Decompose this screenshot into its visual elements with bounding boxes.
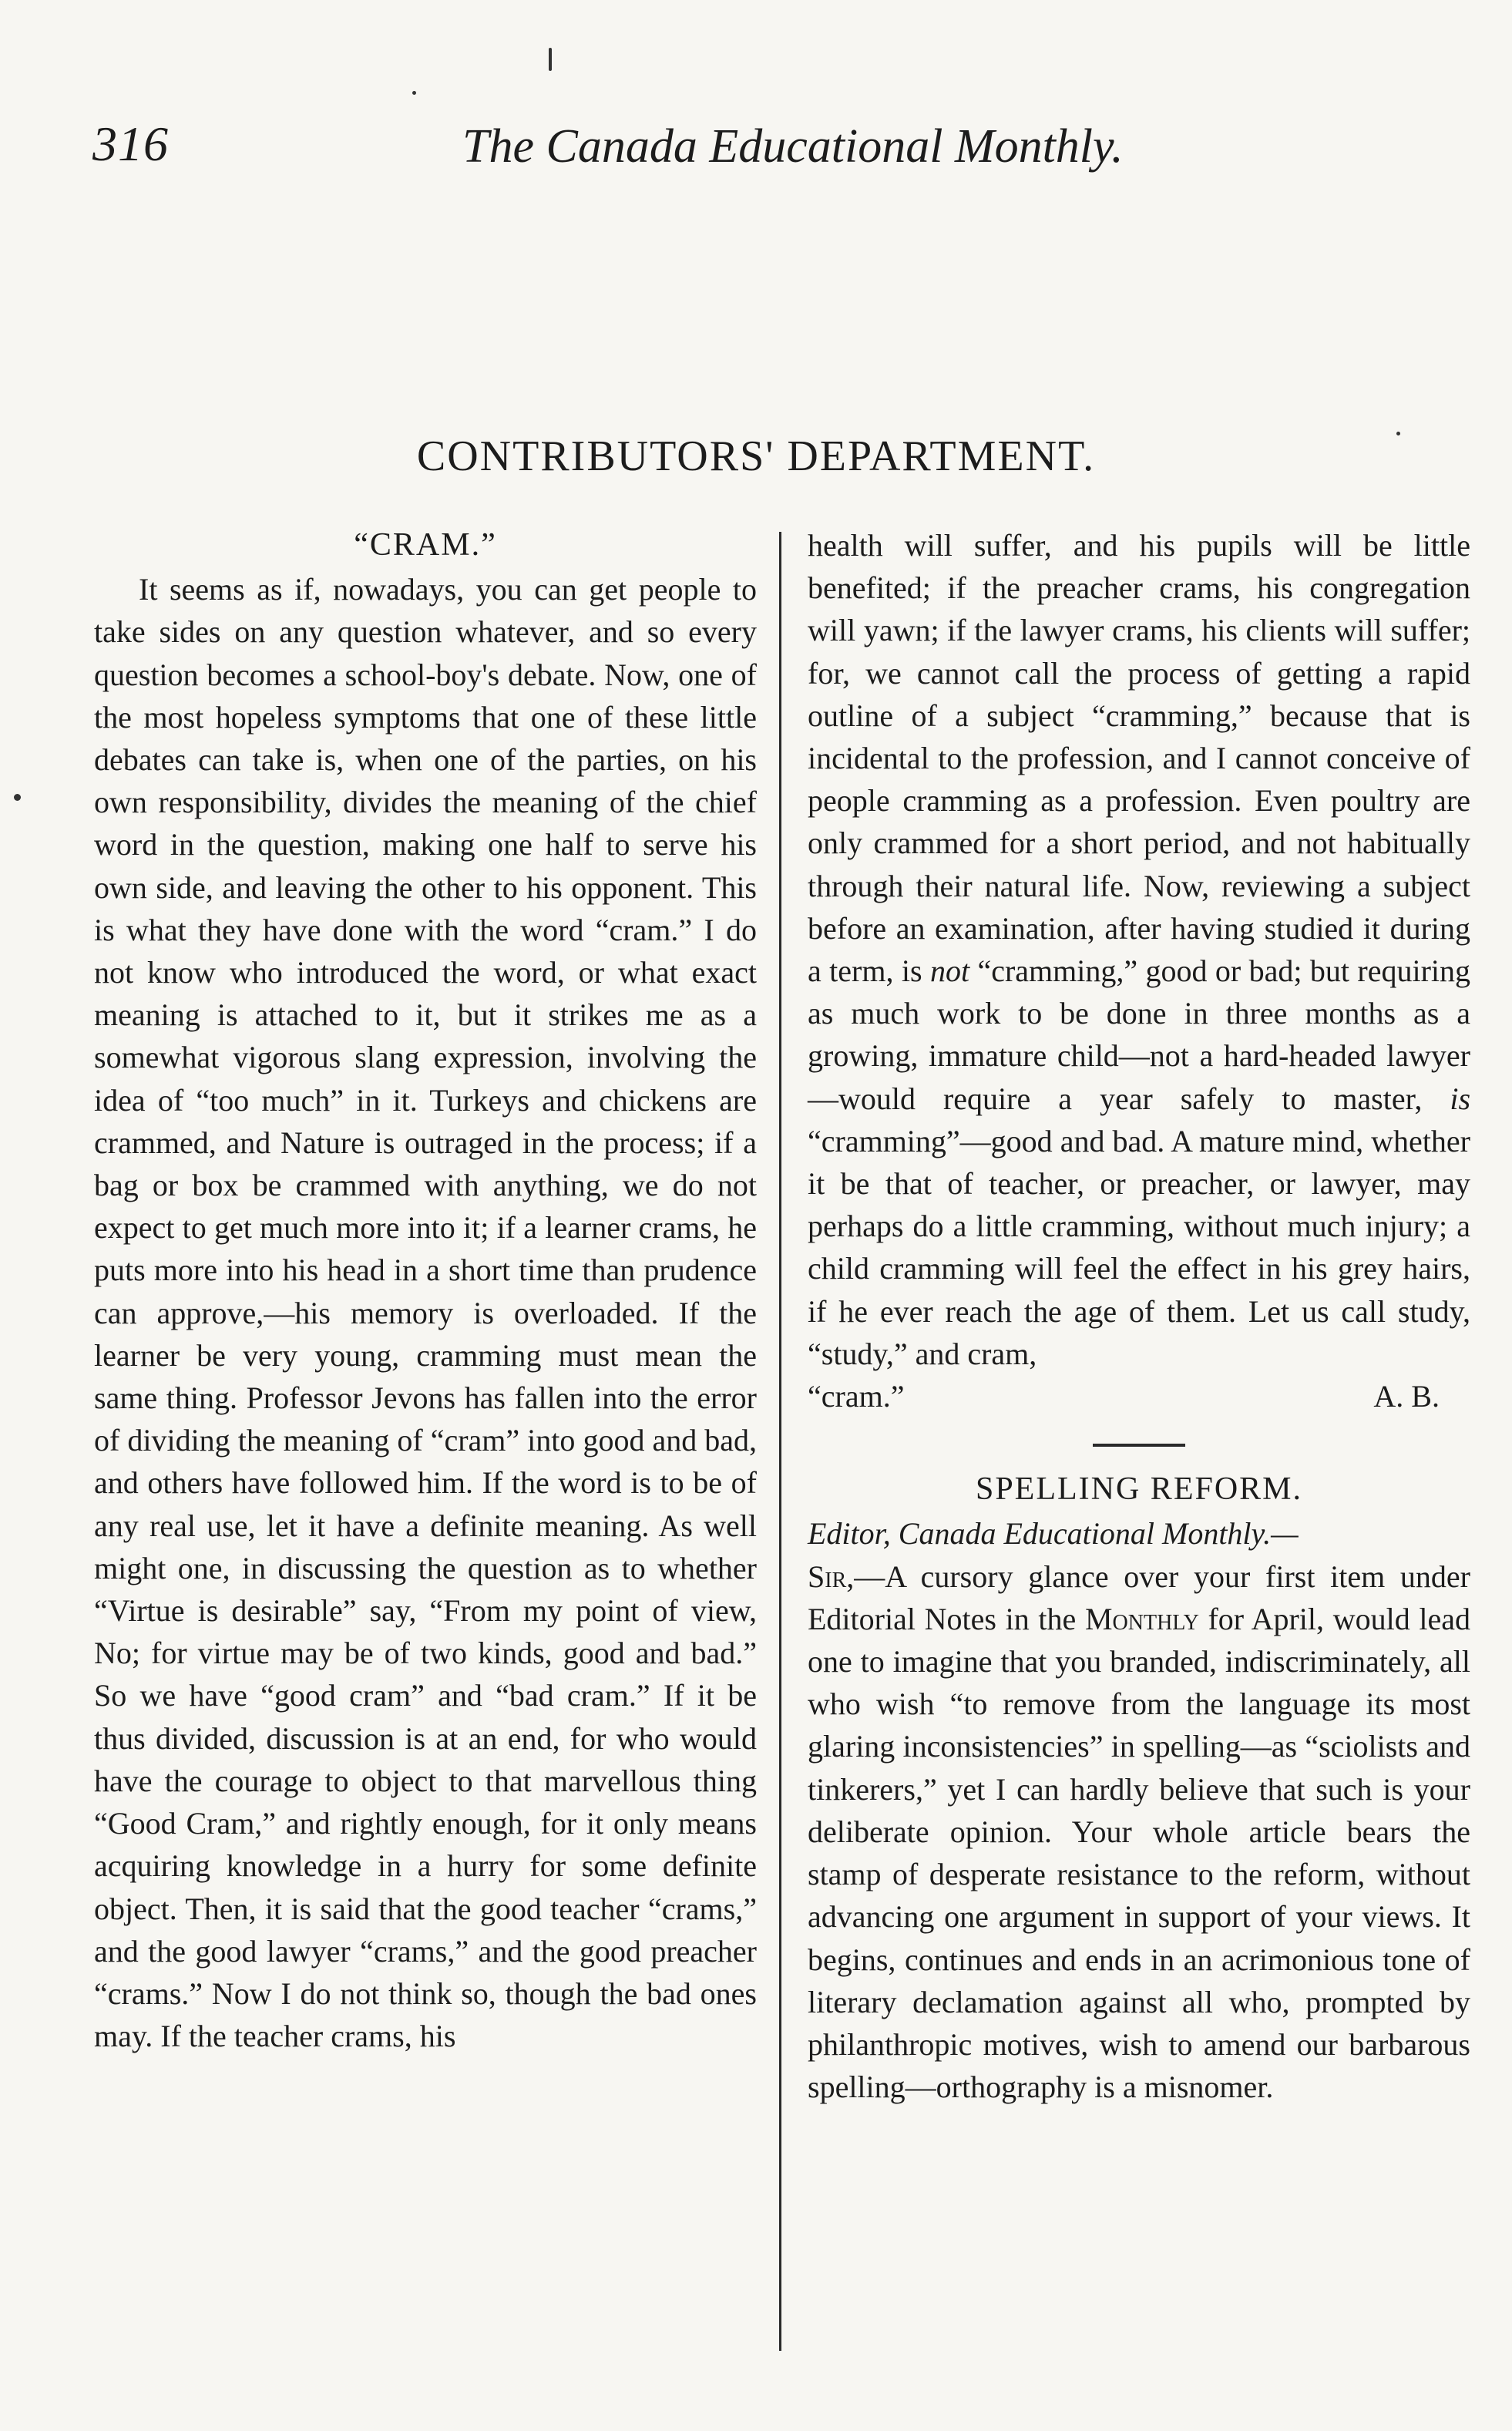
author-signature: A. B. [1373,1379,1440,1414]
article-paragraph: It seems as if, nowadays, you can get people to take sides on any question whatever, and so every question becomes a school-boy's debate. Now, one of the most hopeless symptoms that one of these little debates can take is, when one of the parties, on his own responsibility, divides the meaning of the chief word in the question, making one half to serve his own side, and leaving the other to his opponent. This is what they have done with the word “cram.” I do not know who introduced the word, or what exact meaning is attached to it, but it strikes me as a somewhat vigorous slang expression, involving the idea of “too much” in it. Turkeys and chickens are crammed, and Nature is outraged in the process; if a bag or box be crammed with anything, we do not expect to get much more into it; if a learner crams, he puts more into his head in a short time than prudence can approve,—his memory is overloaded. If the learner be very young, cramming must mean the same thing. Professor Jevons has fallen into the error of dividing the meaning of “cram” into good and bad, and others have followed him. If the word is to be of any real use, let it have a definite meaning. As well might one, in discussing the question as to whether “Virtue is desirable” say, “From my point of view, No; for virtue may be of two kinds, good and bad.” So we have “good cram” and “bad cram.” If it be thus divided, discussion is at an end, for who would have the courage to object to that marvellous thing “Good Cram,” and rightly enough, for it only means acquiring knowledge in a hurry for some definite object. Then, it is said that the good teacher “crams,” and the good lawyer “crams,” and the good preacher “crams.” Now I do not think so, though the bad ones may. If the teacher crams, his [94,572,757,2054]
right-column [808,524,1470,2108]
letter-text-1: —A cursory glance over your first item under Editorial Notes in the [808,1558,1470,1636]
print-mark [412,91,416,95]
article-title-spelling: SPELLING REFORM. [975,1471,1303,1508]
continued-text-3: “cramming”—good and bad. A mature mind, whether it be that of teacher, or preacher, or lawyer, may perhaps do a little cramming, without much injury; a child cramming will feel the effect in his grey hairs, if he ever reach the age of them. Let us call study, “study,” and cram, [808,1123,1470,1371]
article-paragraph-continued [808,524,1470,1375]
monthly-word: Monthly [1084,1601,1199,1636]
print-mark [14,794,21,801]
emphasis-not: not [929,953,970,989]
running-head: The Canada Educational Monthly. [462,120,1124,173]
left-column [94,524,757,2057]
article-signoff [808,1375,1470,1417]
print-mark [549,48,552,71]
section-divider [1093,1444,1185,1447]
page-number: 316 [92,116,169,171]
department-title: CONTRIBUTORS' DEPARTMENT. [416,432,1096,480]
continued-text-1: health will suffer, and his pupils will be little benefited; if the preacher crams, his congregation will yawn; if the lawyer crams, his clients will suffer; for, we cannot call the process of getting a rapid outline of a subject “cramming,” because that is incidental to the profession, and I cannot conceive of people cramming as a profession. Even poultry are only crammed for a short period, and not habitually through their natural life. Now, reviewing a subject before an examination, after having studied it during a term, is [808,528,1470,989]
column-divider [779,532,781,2351]
article-title-cram: “CRAM.” [354,527,497,563]
emphasis-is: is [1450,1081,1471,1116]
closing-word: “cram.” [808,1379,905,1414]
letter-paragraph [808,1555,1470,2109]
letter-salutation: Sir, [808,1558,855,1594]
continued-text-2: “cramming,” good or bad; but requiring as much work to be done in three months as a growing, immature child—not a hard-headed lawyer—would require a year safely to master, [808,953,1471,1116]
letter-address: Editor, Canada Educational Monthly.— [808,1516,1299,1552]
letter-text-2: for April, would lead one to imagine that you branded, indiscriminately, all who wish “to remove from the language its most glaring inconsistencies” in spelling—as “sciolists and tinkerers,” yet I can hardly believe that such is your deliberate opinion. Your whole article bears the stamp of desperate resistance to the reform, without advancing one argument in support of your views. It begins, continues and ends in an acrimonious tone of literary declamation against all who, prompted by philanthropic motives, wish to amend our barbarous spelling—orthography is a misnomer. [808,1601,1470,2105]
